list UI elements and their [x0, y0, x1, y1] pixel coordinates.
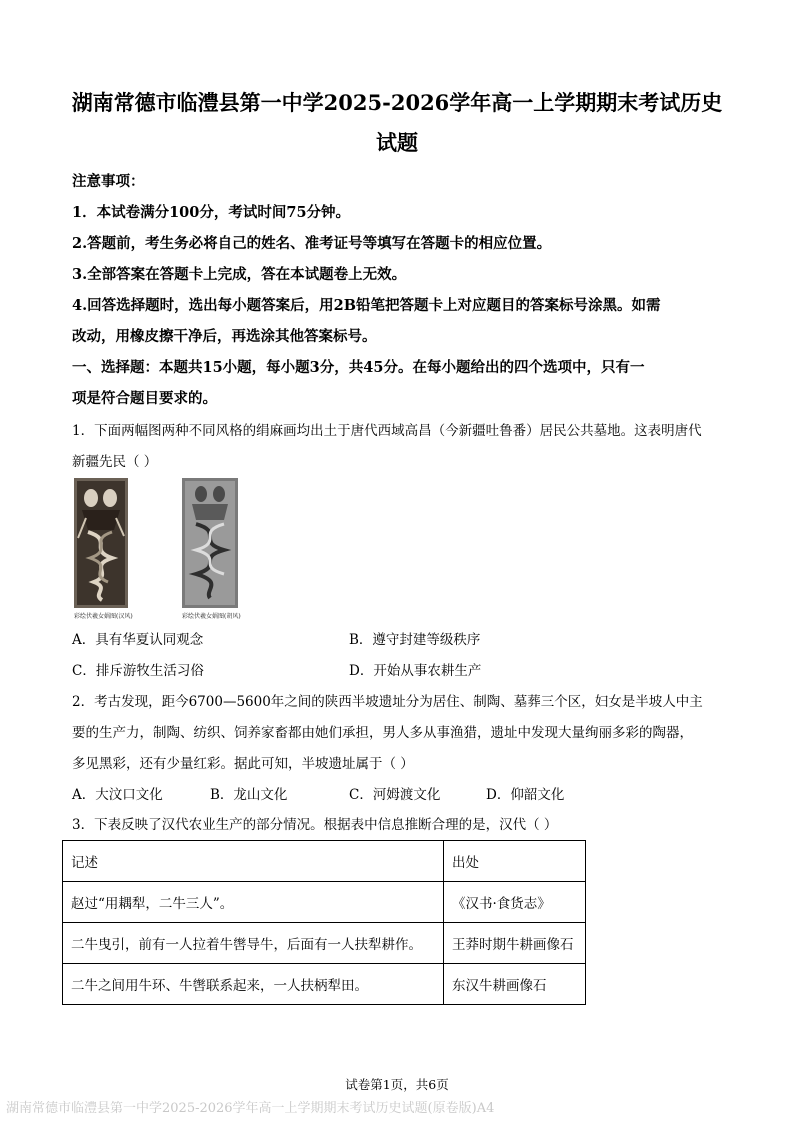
notice-item-3: 3.全部答案在答题卡上完成，答在本试题卷上无效。: [72, 266, 407, 283]
table-cell-record: 二牛之间用牛环、牛辔联系起来，一人扶柄犁田。: [63, 964, 444, 1005]
q2-stem-line1: 2．考古发现，距今6700—5600年之间的陕西半坡遗址分为居住、制陶、墓葬三个区，妇女是半坡人中主: [72, 694, 703, 710]
q2-stem-line3: 多见黑彩，还有少量红彩。据此可知，半坡遗址属于（ ）: [72, 756, 414, 772]
section-heading-line1: 一、选择题：本题共15小题，每小题3分，共45分。在每小题给出的四个选项中，只有一: [72, 359, 645, 376]
table-header-source: 出处: [444, 841, 586, 882]
q1-stem-line1: 1．下面两幅图两种不同风格的绢麻画均出土于唐代西域高昌（今新疆吐鲁番）居民公共墓地。这表明唐代: [72, 423, 702, 439]
section-heading-line2: 项是符合题目要求的。: [72, 390, 217, 407]
page-title-line2: 试题: [376, 130, 418, 155]
fuxi-nuwa-hu-style-image: [182, 478, 238, 608]
table-cell-record: 二牛曳引，前有一人拉着牛辔导牛，后面有一人扶犁耕作。: [63, 923, 444, 964]
q3-stem: 3．下表反映了汉代农业生产的部分情况。根据表中信息推断合理的是，汉代（ ）: [72, 817, 558, 833]
notice-item-1: 1．本试卷满分100分，考试时间75分钟。: [72, 204, 351, 221]
notice-heading: 注意事项：: [72, 173, 145, 190]
fuxi-nuwa-han-style-image: [74, 478, 128, 608]
q1-stem-line2: 新疆先民（ ）: [72, 454, 158, 470]
table-cell-record: 赵过“用耦犁，二牛三人”。: [63, 882, 444, 923]
q2-option-d: D．仰韶文化: [486, 787, 565, 803]
page-footer: 试卷第1页，共6页: [345, 1077, 449, 1092]
table-row: [63, 964, 586, 1005]
q1-figure-caption-left: 彩绘伏羲女娲图(汉风): [74, 613, 133, 620]
table-header-row: [63, 841, 586, 882]
q2-option-c: C．河姆渡文化: [349, 787, 441, 803]
table-cell-source: 王莽时期牛耕画像石: [444, 923, 586, 964]
page-title-line1: 湖南常德市临澧县第一中学2025-2026学年高一上学期期末考试历史: [71, 90, 723, 115]
q1-figure-caption-right: 彩绘伏羲女娲图(胡风): [182, 613, 241, 620]
q1-option-b: B．遵守封建等级秩序: [349, 632, 481, 648]
notice-item-4: 4.回答选择题时，选出每小题答案后，用2B铅笔把答题卡上对应题目的答案标号涂黑。如需: [72, 297, 661, 314]
watermark-text: 湖南常德市临澧县第一中学2025-2026学年高一上学期期末考试历史试题(原卷版)A4: [6, 1101, 495, 1116]
q1-option-d: D．开始从事农耕生产: [349, 663, 482, 679]
table-row: [63, 923, 586, 964]
q2-stem-line2: 要的生产力，制陶、纺织、饲养家畜都由她们承担，男人多从事渔猎，遗址中发现大量绚丽多彩的陶器，: [72, 725, 693, 741]
notice-item-4-cont: 改动，用橡皮擦干净后，再选涂其他答案标号。: [72, 328, 377, 345]
q1-option-a: A．具有华夏认同观念: [72, 632, 204, 648]
q2-option-a: A．大汶口文化: [72, 787, 163, 803]
notice-item-2: 2.答题前，考生务必将自己的姓名、准考证号等填写在答题卡的相应位置。: [72, 235, 552, 252]
table-cell-source: 东汉牛耕画像石: [444, 964, 586, 1005]
table-row: [63, 882, 586, 923]
table-header-record: 记述: [63, 841, 444, 882]
q2-option-b: B．龙山文化: [210, 787, 288, 803]
table-cell-source: 《汉书·食货志》: [444, 882, 586, 923]
q3-source-table: [62, 840, 586, 1005]
q1-option-c: C．排斥游牧生活习俗: [72, 663, 204, 679]
